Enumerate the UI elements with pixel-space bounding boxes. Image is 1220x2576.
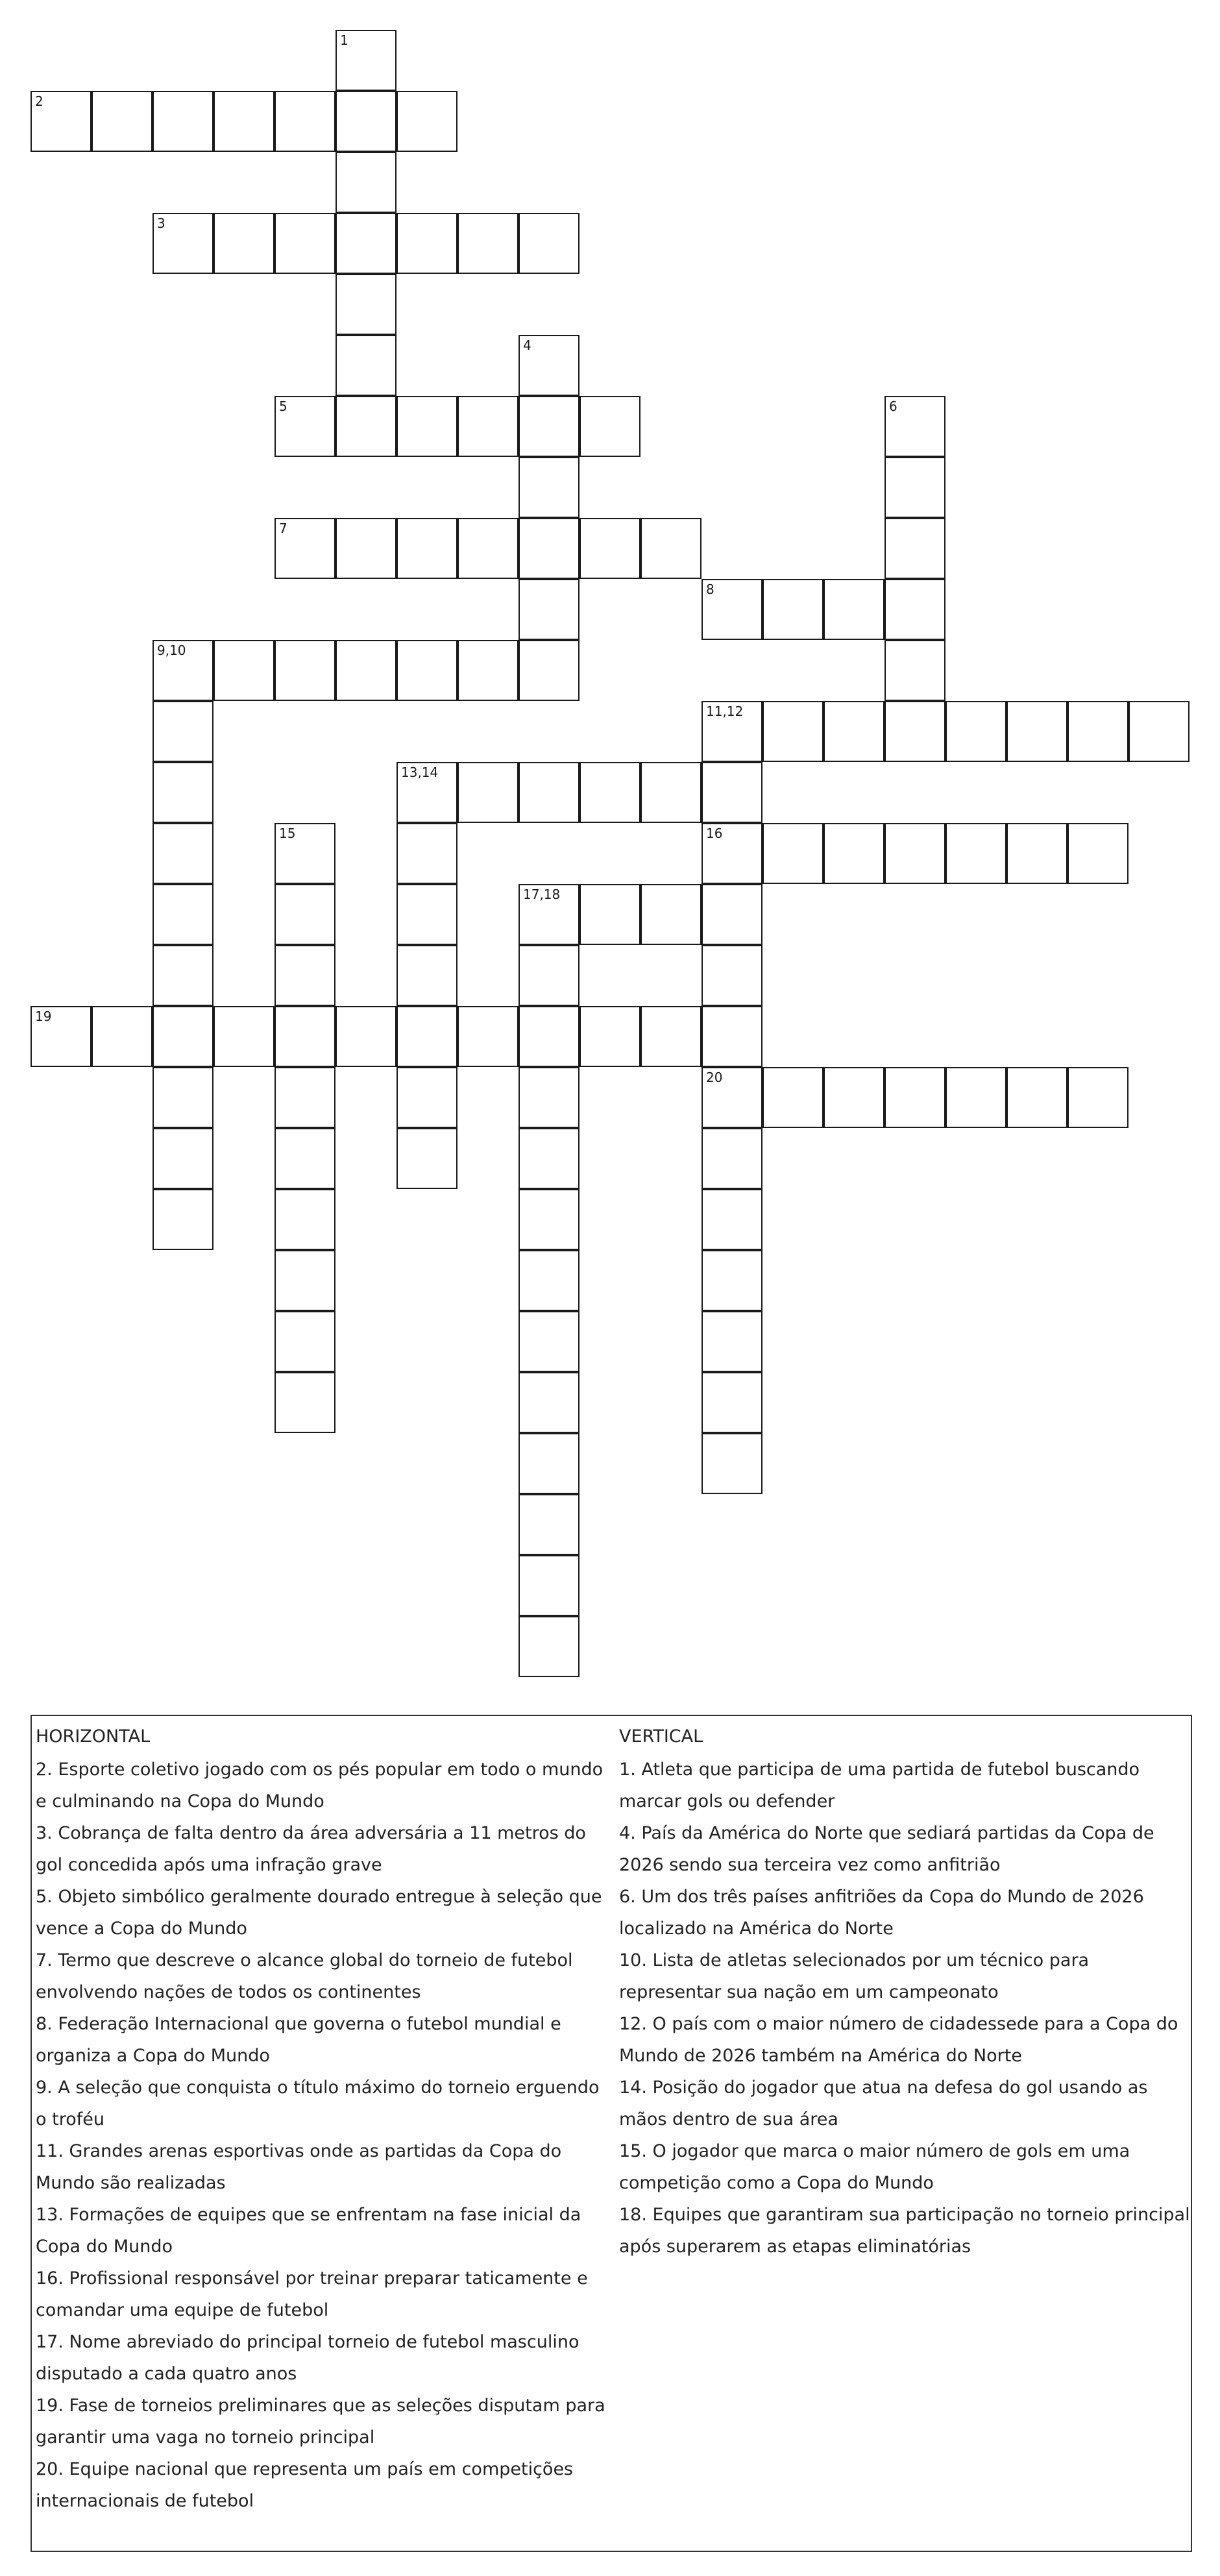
grid-cell[interactable] [762,1067,824,1128]
grid-cell[interactable] [518,1189,580,1250]
grid-cell[interactable] [1068,701,1128,762]
grid-cell[interactable] [336,274,396,335]
clue-number: 2 [35,93,43,109]
grid-cell[interactable] [580,884,640,945]
grid-cell[interactable] [518,1494,580,1555]
grid-cell[interactable] [336,1006,396,1067]
vertical-title: VERTICAL [619,1726,703,1747]
grid-cell[interactable] [274,640,336,701]
grid-cell[interactable] [884,518,946,579]
clue-number: 3 [157,215,165,231]
clue-v-10: 10. Lista de atletas selecionados por um técnico para representar sua nação em um campeonato [619,1950,1090,2002]
grid-cell[interactable] [1128,701,1190,762]
grid-cell[interactable] [518,884,580,945]
grid-cell[interactable] [640,762,702,823]
grid-cell[interactable] [152,884,214,945]
clue-number: 20 [706,1070,723,1085]
grid-cell[interactable] [274,1189,336,1250]
grid-cell[interactable] [946,701,1006,762]
clue-h-8: 8. Federação Internacional que governa o futebol mundial e organiza a Copa do Mundo [36,2014,561,2066]
grid-cell[interactable] [580,396,640,457]
grid-cell[interactable] [884,701,946,762]
grid-cell[interactable] [518,1372,580,1433]
clue-h-16: 16. Profissional responsável por treinar preparar taticamente e comandar uma equipe de futebol [36,2268,588,2320]
grid-cell[interactable] [702,1311,762,1372]
clue-h-7: 7. Termo que descreve o alcance global do torneio de futebol envolvendo nações de todos os continentes [36,1950,573,2002]
grid-cell[interactable] [458,396,518,457]
grid-cell[interactable] [92,1006,152,1067]
clue-number: 19 [35,1009,52,1024]
grid-cell[interactable] [518,335,580,396]
grid-cell[interactable] [336,213,396,274]
clue-h-2: 2. Esporte coletivo jogado com os pés popular em todo o mundo e culminando na Copa do Mundo [36,1760,604,1811]
grid-cell[interactable] [152,701,214,762]
clue-h-3: 3. Cobrança de falta dentro da área adversária a 11 metros do gol concedida após uma infração grave [36,1823,586,1875]
grid-cell[interactable] [702,823,762,884]
grid-cell[interactable] [702,1128,762,1189]
grid-cell[interactable] [152,762,214,823]
grid-cell[interactable] [1068,1067,1128,1128]
clues-box [30,1715,1192,2552]
clue-v-15: 15. O jogador que marca o maior número de gols em uma competição como a Copa do Mundo [619,2141,1130,2193]
grid-cell[interactable] [518,1616,580,1677]
grid-cell[interactable] [274,945,336,1006]
clue-v-6: 6. Um dos três países anfitriões da Copa do Mundo de 2026 localizado na América do Norte [619,1887,1144,1939]
grid-cell[interactable] [274,884,336,945]
grid-cell[interactable] [702,884,762,945]
clue-number: 4 [523,337,531,353]
grid-cell[interactable] [214,91,274,152]
grid-cell[interactable] [518,457,580,518]
grid-cell[interactable] [336,518,396,579]
grid-cell[interactable] [396,640,458,701]
grid-cell[interactable] [396,91,458,152]
grid-cell[interactable] [702,945,762,1006]
grid-cell[interactable] [396,518,458,579]
clue-h-9: 9. A seleção que conquista o título máximo do torneio erguendo o troféu [36,2078,600,2129]
grid-cell[interactable] [1006,823,1068,884]
grid-cell[interactable] [702,1067,762,1128]
grid-cell[interactable] [762,823,824,884]
grid-cell[interactable] [702,1006,762,1067]
grid-cell[interactable] [396,1067,458,1128]
grid-cell[interactable] [884,823,946,884]
grid-cell[interactable] [824,579,884,640]
clue-h-11: 11. Grandes arenas esportivas onde as partidas da Copa do Mundo são realizadas [36,2141,562,2193]
grid-cell[interactable] [518,1555,580,1616]
grid-cell[interactable] [336,640,396,701]
grid-cell[interactable] [336,335,396,396]
clue-h-19: 19. Fase de torneios preliminares que as seleções disputam para garantir uma vaga no torneio principal [36,2396,605,2447]
clue-h-17: 17. Nome abreviado do principal torneio de futebol masculino disputado a cada quatro anos [36,2332,580,2384]
grid-cell[interactable] [824,823,884,884]
grid-cell[interactable] [518,1067,580,1128]
clue-number: 17,18 [523,887,561,902]
grid-cell[interactable] [946,1067,1006,1128]
grid-cell[interactable] [884,579,946,640]
grid-cell[interactable] [336,396,396,457]
grid-cell[interactable] [884,396,946,457]
grid-cell[interactable] [702,762,762,823]
clue-v-12: 12. O país com o maior número de cidadessede para a Copa do Mundo de 2026 também na América do Norte [619,2014,1178,2066]
grid-cell[interactable] [518,762,580,823]
grid-cell[interactable] [640,518,702,579]
clue-h-5: 5. Objeto simbólico geralmente dourado entregue à seleção que vence a Copa do Mundo [36,1887,602,1939]
grid-cell[interactable] [518,1128,580,1189]
grid-cell[interactable] [1006,701,1068,762]
grid-cell[interactable] [30,1006,92,1067]
grid-cell[interactable] [274,91,336,152]
grid-cell[interactable] [702,1433,762,1494]
grid-cell[interactable] [518,213,580,274]
clue-number: 15 [279,826,296,841]
grid-cell[interactable] [1068,823,1128,884]
clue-number: 1 [340,32,348,48]
grid-cell[interactable] [702,579,762,640]
grid-cell[interactable] [580,762,640,823]
vertical-clues [619,1724,1193,2263]
horizontal-clues [36,1724,610,2517]
grid-cell[interactable] [702,1189,762,1250]
grid-cell[interactable] [1006,1067,1068,1128]
grid-cell[interactable] [336,30,396,91]
grid-cell[interactable] [152,91,214,152]
clue-number: 11,12 [706,704,744,719]
grid-cell[interactable] [458,1006,518,1067]
grid-cell[interactable] [274,396,336,457]
grid-cell[interactable] [214,1006,274,1067]
grid-cell[interactable] [518,1433,580,1494]
grid-cell[interactable] [274,1067,336,1128]
grid-cell[interactable] [152,213,214,274]
grid-cell[interactable] [824,701,884,762]
grid-cell[interactable] [518,518,580,579]
grid-cell[interactable] [274,1006,336,1067]
grid-cell[interactable] [152,640,214,701]
clue-number: 8 [706,582,714,597]
grid-cell[interactable] [884,640,946,701]
clue-h-13: 13. Formações de equipes que se enfrentam na fase inicial da Copa do Mundo [36,2205,581,2257]
grid-cell[interactable] [580,518,640,579]
grid-cell[interactable] [824,1067,884,1128]
clue-number: 5 [279,399,287,414]
clue-v-14: 14. Posição do jogador que atua na defesa do gol usando as mãos dentro de sua área [619,2078,1148,2129]
grid-cell[interactable] [274,1250,336,1311]
grid-cell[interactable] [458,518,518,579]
grid-cell[interactable] [152,823,214,884]
grid-cell[interactable] [702,1372,762,1433]
clue-number: 16 [706,826,723,841]
grid-cell[interactable] [214,640,274,701]
grid-cell[interactable] [640,884,702,945]
grid-cell[interactable] [518,1006,580,1067]
grid-cell[interactable] [30,91,92,152]
grid-cell[interactable] [274,1128,336,1189]
grid-cell[interactable] [884,457,946,518]
grid-cell[interactable] [458,640,518,701]
clue-v-18: 18. Equipes que garantiram sua participação no torneio principal após superarem as etapas eliminatórias [619,2205,1190,2257]
clue-number: 7 [279,521,287,536]
grid-cell[interactable] [518,396,580,457]
clue-number: 9,10 [157,643,186,658]
grid-cell[interactable] [518,579,580,640]
grid-cell[interactable] [518,1250,580,1311]
grid-cell[interactable] [152,1189,214,1250]
grid-cell[interactable] [152,1006,214,1067]
grid-cell[interactable] [580,1006,640,1067]
grid-cell[interactable] [396,762,458,823]
grid-cell[interactable] [884,1067,946,1128]
grid-cell[interactable] [396,213,458,274]
grid-cell[interactable] [336,91,396,152]
clue-h-20: 20. Equipe nacional que representa um país em competições internacionais de futebol [36,2459,574,2511]
grid-cell[interactable] [702,701,762,762]
grid-cell[interactable] [92,91,152,152]
grid-cell[interactable] [762,579,824,640]
clue-v-1: 1. Atleta que participa de uma partida de futebol buscando marcar gols ou defender [619,1760,1140,1811]
grid-cell[interactable] [274,213,336,274]
grid-cell[interactable] [518,1311,580,1372]
grid-cell[interactable] [946,823,1006,884]
grid-cell[interactable] [396,1006,458,1067]
grid-cell[interactable] [518,945,580,1006]
grid-cell[interactable] [762,701,824,762]
grid-cell[interactable] [396,1128,458,1189]
grid-cell[interactable] [274,518,336,579]
grid-cell[interactable] [274,823,336,884]
grid-cell[interactable] [336,152,396,213]
clue-number: 13,14 [401,765,439,780]
grid-cell[interactable] [458,762,518,823]
clue-v-4: 4. País da América do Norte que sediará partidas da Copa de 2026 sendo sua terceira vez como anfitrião [619,1823,1154,1875]
grid-cell[interactable] [396,945,458,1006]
grid-cell[interactable] [274,1372,336,1433]
grid-cell[interactable] [640,1006,702,1067]
grid-cell[interactable] [214,213,274,274]
grid-cell[interactable] [458,213,518,274]
grid-cell[interactable] [702,1250,762,1311]
grid-cell[interactable] [152,945,214,1006]
grid-cell[interactable] [396,884,458,945]
grid-cell[interactable] [152,1128,214,1189]
grid-cell[interactable] [518,640,580,701]
grid-cell[interactable] [396,823,458,884]
grid-cell[interactable] [274,1311,336,1372]
grid-cell[interactable] [396,396,458,457]
clue-number: 6 [889,399,897,414]
grid-cell[interactable] [152,1067,214,1128]
horizontal-title: HORIZONTAL [36,1726,151,1747]
